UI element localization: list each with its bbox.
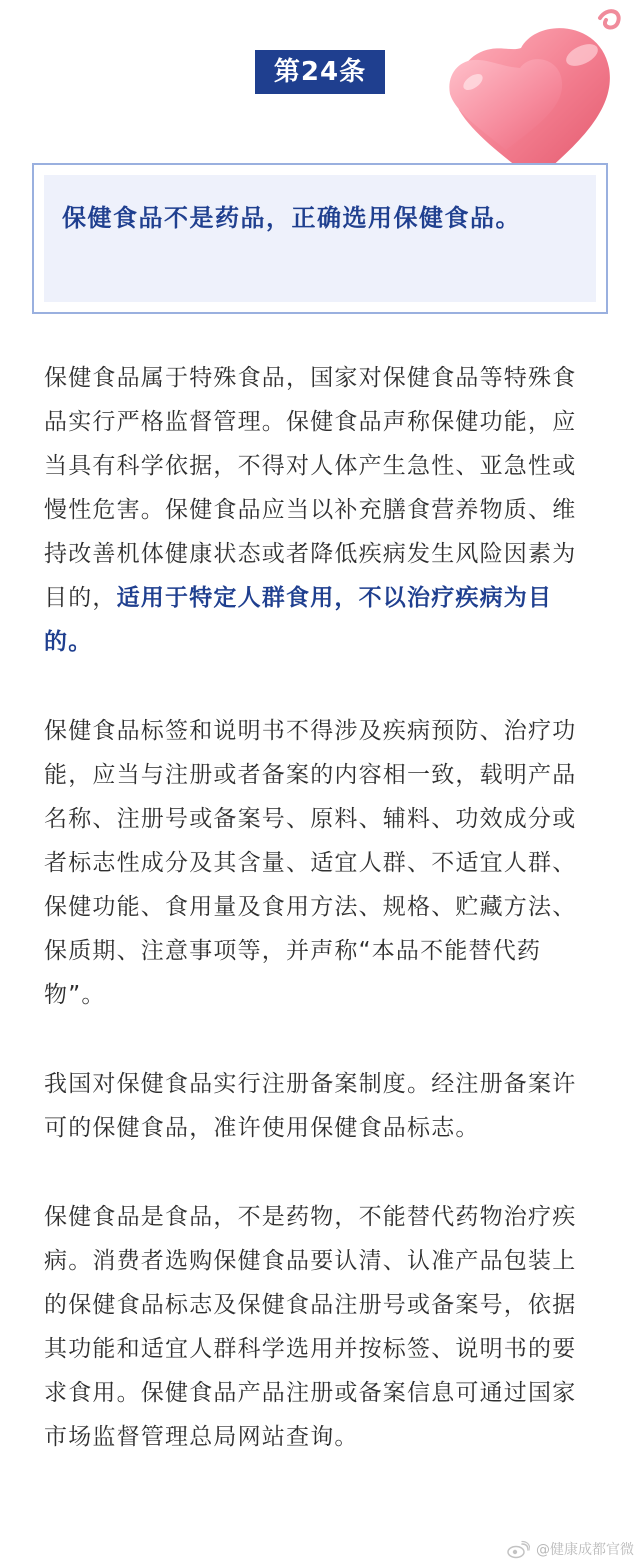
paragraph-consumer-advice: 保健食品是食品，不是药物，不能替代药物治疗疾病。消费者选购保健食品要认清、认准产品包装上的保健食品标志及保健食品注册号或备案号，依据其功能和适宜人群科学选用并按标签、说明书的要求食用。保健食品产品注册或备案信息可通过国家市场监督管理总局网站查询。 [44, 1204, 577, 1450]
paragraph-label-requirements: 保健食品标签和说明书不得涉及疾病预防、治疗功能，应当与注册或者备案的内容相一致，载明产品名称、注册号或备案号、原料、辅料、功效成分或者标志性成分及其含量、适宜人群、不适宜人群、保健功能、食用量及食用方法、规格、贮藏方法、保质期、注意事项等，并声称“本品不能替代药物”。 [44, 718, 577, 1008]
watermark-text: @健康成都官微 [536, 1542, 634, 1558]
summary-box [32, 163, 608, 314]
paragraph-health-food-definition [44, 356, 596, 664]
summary-panel [44, 175, 596, 302]
article-content [44, 356, 596, 1504]
article-number-tag: 第24条 [255, 50, 385, 94]
weibo-icon [506, 1540, 530, 1560]
paragraph-1-highlight: 适用于特定人群食用，不以治疗疾病为目的。 [44, 585, 553, 655]
paragraph-1-text: 保健食品属于特殊食品，国家对保健食品等特殊食品实行严格监督管理。保健食品声称保健功能，应当具有科学依据，不得对人体产生急性、亚急性或慢性危害。保健食品应当以补充膳食营养物质、维持改善机体健康状态或者降低疾病发生风险因素为目的， [44, 365, 577, 611]
source-watermark [506, 1540, 634, 1560]
heart-icon [395, 0, 640, 190]
summary-text: 保健食品不是药品，正确选用保健食品。 [62, 204, 521, 232]
paragraph-registration-system: 我国对保健食品实行注册备案制度。经注册备案许可的保健食品，准许使用保健食品标志。 [44, 1071, 577, 1141]
